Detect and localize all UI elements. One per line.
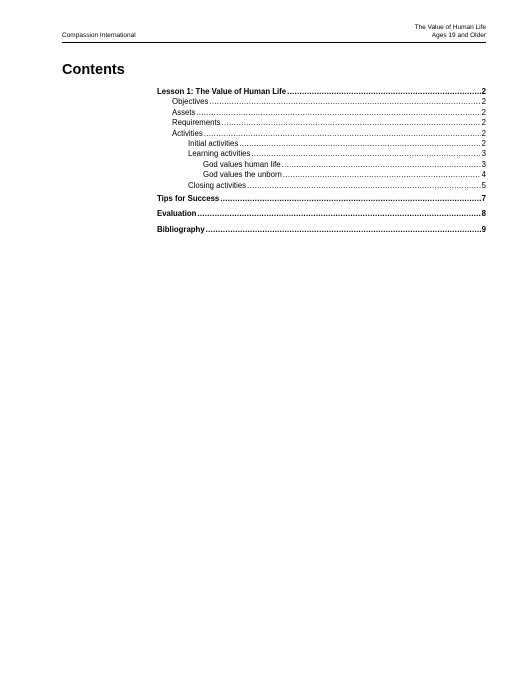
toc-entry-label: Objectives	[172, 97, 209, 107]
toc-entry-evaluation[interactable]	[157, 209, 486, 219]
header-document-title: The Value of Human Life	[414, 24, 486, 31]
toc-page-number: 7	[481, 193, 486, 203]
toc-page-number: 2	[481, 128, 486, 138]
toc-dot-leader	[282, 160, 481, 170]
toc-entry-label: Lesson 1: The Value of Human Life	[157, 87, 287, 96]
toc-dot-leader	[283, 170, 481, 180]
toc-entry-label: Assets	[172, 107, 196, 117]
toc-page-number: 2	[481, 87, 486, 96]
contents-heading: Contents	[62, 62, 125, 78]
toc-entry-requirements[interactable]	[157, 118, 486, 128]
toc-dot-leader	[239, 139, 480, 149]
toc-entry-label: Initial activities	[188, 138, 239, 148]
toc-dot-leader	[251, 149, 480, 159]
toc-dot-leader	[197, 209, 480, 219]
toc-dot-leader	[196, 108, 480, 118]
toc-page-number: 4	[481, 170, 486, 180]
table-of-contents	[157, 87, 486, 235]
toc-dot-leader	[206, 225, 481, 235]
toc-entry-objectives[interactable]	[157, 97, 486, 107]
toc-dot-leader	[204, 129, 481, 139]
toc-entry-label: Requirements	[172, 118, 221, 128]
toc-page-number: 9	[481, 224, 486, 234]
toc-entry-label: Tips for Success	[157, 193, 220, 203]
toc-dot-leader	[209, 97, 480, 107]
toc-dot-leader	[220, 194, 480, 204]
toc-page-number: 2	[481, 107, 486, 117]
toc-entry-tips-for-success[interactable]	[157, 194, 486, 204]
header-document-info	[415, 24, 486, 40]
toc-dot-leader	[222, 118, 481, 128]
toc-entry-bibliography[interactable]	[157, 225, 486, 235]
toc-entry-label: Activities	[172, 128, 203, 138]
toc-entry-god-values-the-unborn[interactable]	[157, 170, 486, 180]
toc-entry-label: God values the unborn	[203, 170, 282, 180]
toc-entry-learning-activities[interactable]	[157, 149, 486, 159]
toc-entry-activities[interactable]	[157, 129, 486, 139]
toc-page-number: 8	[481, 209, 486, 219]
toc-entry-assets[interactable]	[157, 108, 486, 118]
toc-entry-god-values-human-life[interactable]	[157, 160, 486, 170]
toc-entry-initial-activities[interactable]	[157, 139, 486, 149]
toc-entry-label: God values human life	[203, 159, 281, 169]
toc-page-number: 5	[481, 180, 486, 190]
toc-entry-label: Closing activities	[188, 180, 247, 190]
page-header	[62, 22, 486, 43]
toc-page-number: 2	[481, 138, 486, 148]
toc-page-number: 3	[481, 159, 486, 169]
header-age-group: Ages 19 and Older	[431, 32, 486, 39]
toc-entry-label: Bibliography	[157, 224, 205, 234]
toc-entry-closing-activities[interactable]	[157, 181, 486, 191]
toc-page-number: 3	[481, 149, 486, 159]
toc-page-number: 2	[481, 97, 486, 107]
toc-dot-leader	[247, 181, 481, 191]
toc-dot-leader	[287, 87, 481, 97]
header-organization: Compassion International	[62, 32, 136, 39]
toc-page-number: 2	[481, 118, 486, 128]
toc-entry-label: Evaluation	[157, 209, 197, 219]
toc-entry-label: Learning activities	[188, 149, 251, 159]
toc-entry-lesson-1[interactable]	[157, 87, 486, 97]
